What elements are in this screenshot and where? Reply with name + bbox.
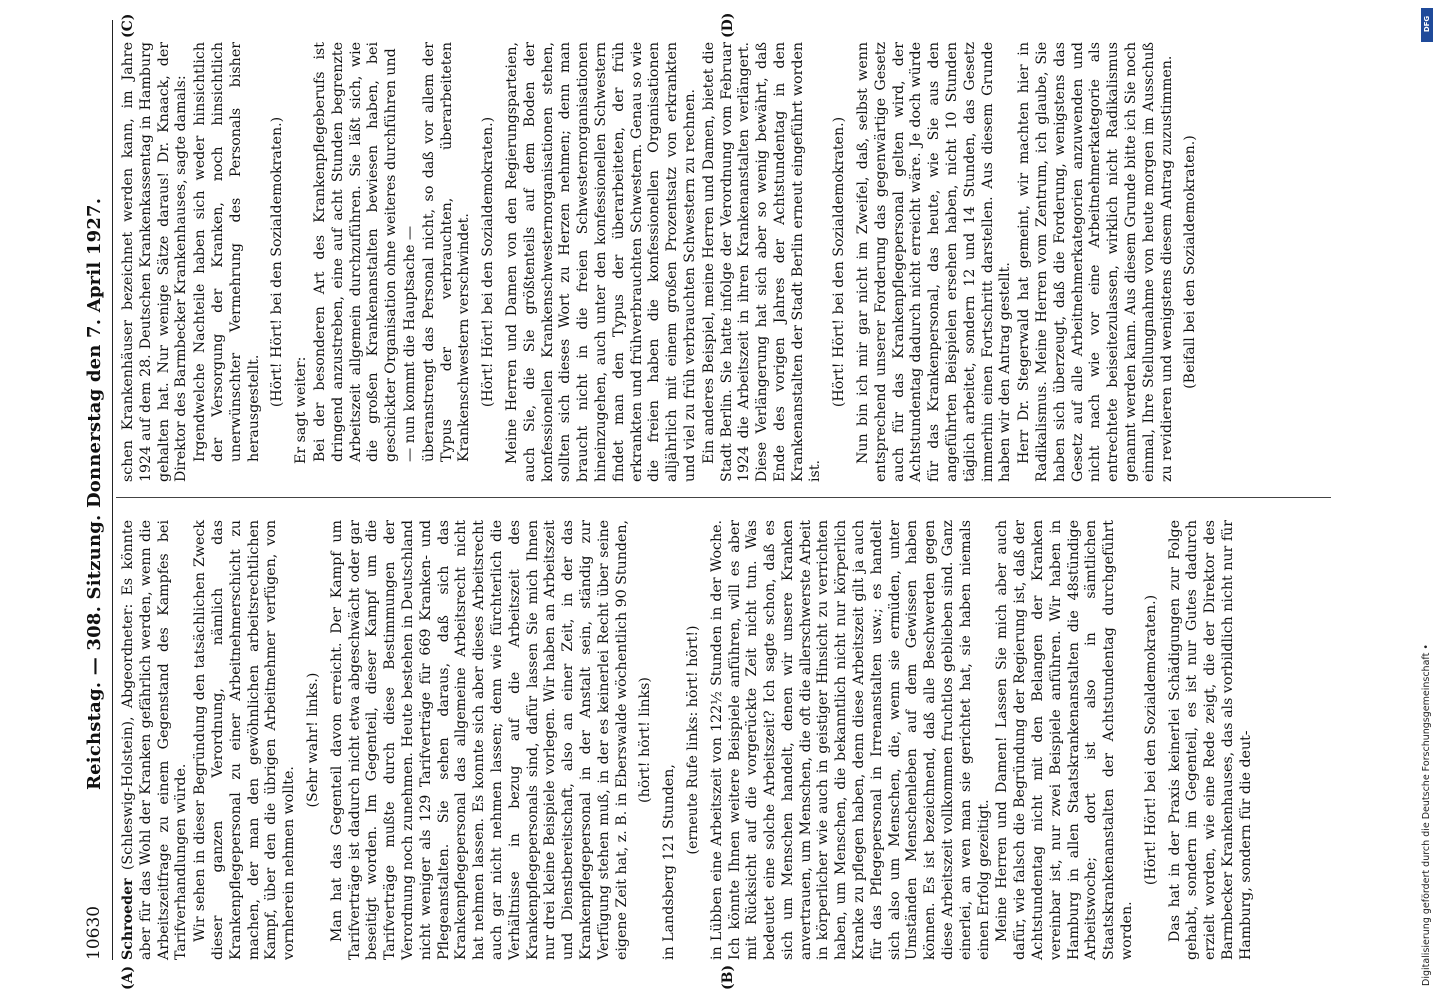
page-number: 10630 xyxy=(84,905,104,960)
quotation: Irgendwelche Nachteile haben sich weder hinsichtlich der Versorgung der Kranken, noch hinsichtlich unerwünschter Vermehrung des Personals bisher herausgestellt. xyxy=(192,42,262,462)
speaker-name: Schroeder xyxy=(120,878,136,960)
left-paragraph-6: Meine Herren und Damen! Lassen Sie mich aber auch dafür, wie falsch die Begründung der Regierung ist, daß der Achtstundentag nicht mit den Belangen der Kranken vereinbar ist, nur zwei Beispiele anführen. Wir haben in Hamburg in allen Staatskrankenanstalten die 48stündige Arbeitswoche; dort ist also in sämtlichen Staatskrankenanstalten der Achtstundentag durchgeführt worden. xyxy=(994,520,1136,960)
right-paragraph-3: Meine Herren und Damen von den Regierungsparteien, auch Sie, die Sie größtenteils auf dem Boden der konfessionellen Krankenschwesternorganisationen stehen, sollten sich dieses Wort zu Herzen nehmen; denn man braucht nicht in die freien Schwesternorganisationen hineinzugehen, auch unter den konfessionellen Schwestern findet man den Typus der überarbeiteten, der früh erkrankten und frühverbrauchten Schwestern. Genau so wie die freien haben die konfessionellen Organisationen alljährlich mit einem großen Prozentsatz von erkrankten und viel zu früh verbrauchten Schwestern zu rechnen. xyxy=(503,42,698,482)
left-paragraph-7: Das hat in der Praxis keinerlei Schädigungen zur Folge gehabt, sondern im Gegenteil, es ist nur Gutes dadurch erzielt worden, wie eine Rede zeigt, die der Direktor des Barmbecker Krankenhauses, das als vorbildlich nicht nur für Hamburg, sondern für die deut- xyxy=(1166,520,1254,960)
quotation: — nun kommt die Hauptsache — xyxy=(401,225,418,462)
speaker-paragraph xyxy=(120,520,191,960)
page-title: Reichstag. — 308. Sitzung. Donnerstag den 7. April 1927. xyxy=(84,197,105,790)
speaker-note: (Schleswig-Holstein), Abgeordneter: xyxy=(120,603,136,871)
interjection: (hört! hört! links) xyxy=(637,677,654,803)
left-paragraph-4: in Landsberg 121 Stunden, xyxy=(661,764,678,960)
interjection: (Hört! Hört! bei den Sozialdemokraten.) xyxy=(480,116,497,408)
right-paragraph-1: schen Krankenhäuser bezeichnet werden kann, im Jahre 1924 auf dem 28. Deutschen Krankenkassentag in Hamburg gehalten hat. Nur wenige Sätze daraus! Dr. Knaack, der Direktor des Barmbecker Krankenhauses, sagte damals: xyxy=(120,42,190,482)
header-rule xyxy=(112,20,113,960)
digitization-credit-text: Digitalisierung gefördert durch die Deutsche Forschungsgemeinschaft • xyxy=(1421,644,1432,986)
interjection: (Beifall bei den Sozialdemokraten.) xyxy=(1182,135,1199,389)
interjection: (Hört! Hört! bei den Sozialdemokraten.) xyxy=(1142,594,1159,886)
margin-marker-c: (C) xyxy=(120,13,136,38)
column-divider xyxy=(116,497,1331,498)
interjection: (Hört! Hört! bei den Sozialdemokraten.) xyxy=(831,116,848,408)
left-paragraph-3: Man hat das Gegenteil davon erreicht. Der Kampf um Tarifverträge ist dadurch nicht etwa abgeschwächt oder gar beseitigt worden. Im Gegenteil, dieser Kampf um die Tarifverträge mußte durch diese Bestimmungen der Verordnung noch zunehmen. Heute bestehen in Deutschland nicht weniger als 129 Tarifverträge für 669 Kranken- und Pflegeanstalten. Sie sehen daraus, daß sich das Krankenpflegepersonal das allgemeine Arbeitsrecht nicht hat nehmen lassen. Es konnte sich aber dieses Arbeitsrecht auch gar nicht nehmen lassen; denn wie fürchterlich die Verhältnisse in bezug auf die Arbeitszeit des Krankenpflegepersonals sind, dafür lassen Sie mich Ihnen nur drei kleine Beispiele vorlegen. Wir haben an Arbeitszeit und Dienstbereitschaft, also an einer Zeit, in der das Krankenpflegepersonal in der Anstalt sein, ständig zur Verfügung stehen muß, in der es keinerlei Recht über seine eigene Zeit hat, z. B. in Eberswalde wöchentlich 90 Stunden, xyxy=(328,520,630,960)
margin-marker-d: (D) xyxy=(720,12,736,38)
interjection: (Hört! Hört! bei den Sozialdemokraten.) xyxy=(269,116,286,408)
interjection: (Sehr wahr! links.) xyxy=(304,672,321,808)
left-paragraph-1: Es könnte aber für das Wohl der Kranken gefährlich werden, wenn die Arbeitszeitfrage zu einem Gegenstand des Kampfes bei Tarifverhandlungen würde. xyxy=(120,520,190,960)
rotated-document-page xyxy=(80,12,1340,990)
right-paragraph-6: Herr Dr. Stegerwald hat gemeint, wir machten hier in Radikalismus. Meine Herren vom Zentrum, ich glaube, Sie haben sich überzeugt, daß die Forderung, wenigstens das Gesetz auf alle Arbeitnehmerkategorien anzuwenden und nicht nach wie vor eine Arbeitnehmerkategorie als entrechtete beiseitezulassen, wirklich nicht Radikalismus genannt werden kann. Aus diesem Grunde bitte ich Sie noch einmal, Ihre Stellungnahme von heute morgen im Ausschuß zu revidieren und wenigstens diesem Antrag zuzustimmen. xyxy=(1016,42,1175,482)
digitization-credit xyxy=(1420,8,1434,992)
right-paragraph-4: Ein anderes Beispiel, meine Herren und Damen, bietet die Stadt Berlin. Sie hatte infolge der Verordnung vom Februar 1924 die Arbeitszeit in ihren Krankenanstalten verlängert. Diese Verlängerung hat sich aber so wenig bewährt, daß Ende des vorigen Jahres der Achtstundentag in den Krankenanstalten der Stadt Berlin erneut eingeführt worden ist. xyxy=(700,42,824,482)
right-column xyxy=(120,42,1206,482)
page-header xyxy=(80,20,110,960)
quotation: Bei der besonderen Art des Krankenpflegeberufs ist dringend anzustreben, eine auf acht Stunden begrenzte Arbeitszeit allgemein durchzuführen. Sie läßt sich, wie die großen Krankenanstalten bewiesen haben, bei geschickter Organisation ohne weiteres durchführen und xyxy=(311,42,400,462)
dfg-logo-text: DFG xyxy=(1423,15,1431,33)
quotation: überanstrengt das Personal nicht, so daß vor allem der Typus der verbrauchten, überarbeiteten Krankenschwestern verschwindet. xyxy=(420,42,473,462)
left-paragraph-5: in Lübben eine Arbeitszeit von 122½ Stunden in der Woche. Ich könnte Ihnen weitere Beispiele anführen, will es aber mit Rücksicht auf die vorgerückte Zeit nicht tun. Was bedeutet eine solche Arbeitszeit? Ich sagte schon, daß es sich um Menschen handelt, denen wir unsere Kranken anvertrauen, um Menschen, die oft die allerschwerste Arbeit in körperlicher wie auch in geistiger Hinsicht zu verrichten haben, um Menschen, die bekanntlich nicht nur körperlich Kranke zu pflegen haben, denn diese Arbeitszeit gilt ja auch für das Pflegepersonal in Irrenanstalten usw.; es handelt sich also um Menschen, die, wenn sie ermüden, unter Umständen Menschenleben auf dem Gewissen haben können. Es ist bezeichnend, daß alle Beschwerden gegen diese Arbeitszeit vollkommen fruchtlos geblieben sind. Ganz einerlei, an wen man sie gerichtet hat, sie haben niemals einen Erfolg gezeitigt. xyxy=(708,520,992,960)
left-paragraph-2: Wir sehen in dieser Begründung den tatsächlichen Zweck dieser ganzen Verordnung, nämlich das Krankenpflegepersonal zu einer Arbeitnehmerschicht zu machen, der man den gewöhnlichen arbeitsrechtlichen Kampf, über den die übrigen Arbeitnehmer verfügen, von vornherein nehmen wollte. xyxy=(192,520,298,960)
right-paragraph-5: Nun bin ich mir gar nicht im Zweifel, daß, selbst wenn entsprechend unserer Forderung das gegenwärtige Gesetz auch für das Krankenpflegepersonal gelten wird, der Achtstundentag dadurch nicht erreicht wäre. Je doch würde für das Krankenpersonal, das heute, wie Sie aus den angeführten Beispielen ersehen haben, nicht 10 Stunden täglich arbeitet, sondern 12 und 14 Stunden, das Gesetz immerhin einen Fortschritt darstellen. Aus diesem Grunde haben wir den Antrag gestellt. xyxy=(855,42,1014,482)
left-column xyxy=(120,520,1257,960)
margin-marker-a: (A) xyxy=(120,965,136,990)
right-paragraph-2: Er sagt weiter: xyxy=(293,356,310,464)
margin-marker-b: (B) xyxy=(720,964,736,990)
interjection: (erneute Rufe links: hört! hört!) xyxy=(684,625,701,855)
